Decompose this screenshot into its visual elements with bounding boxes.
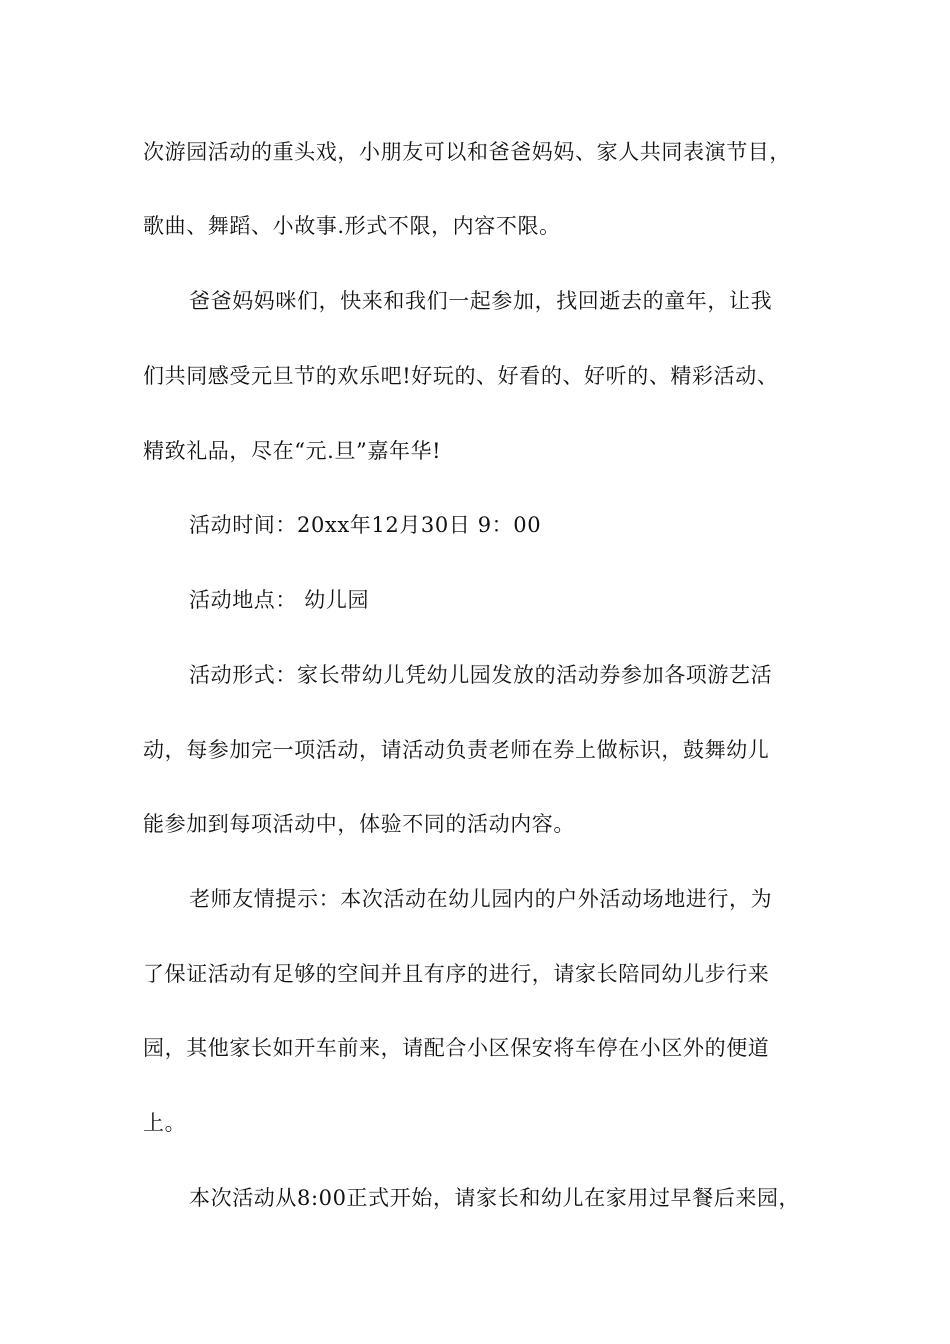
paragraph-line: 爸爸妈妈咪们，快来和我们一起参加，找回逝去的童年，让我 bbox=[189, 289, 773, 313]
paragraph-line: 歌曲、舞蹈、小故事.形式不限，内容不限。 bbox=[143, 214, 561, 238]
paragraph-line: 动，每参加完一项活动，请活动负责老师在券上做标识，鼓舞幼儿 bbox=[143, 738, 770, 762]
paragraph-line: 了保证活动有足够的空间并且有序的进行，请家长陪同幼儿步行来 bbox=[143, 962, 770, 986]
paragraph-line: 能参加到每项活动中，体验不同的活动内容。 bbox=[143, 812, 575, 836]
activity-time-line: 活动时间：20xx年12月30日 9：00 bbox=[189, 513, 542, 537]
paragraph-line: 本次活动从8:00正式开始，请家长和幼儿在家用过早餐后来园， bbox=[189, 1186, 801, 1210]
paragraph-line: 次游园活动的重头戏，小朋友可以和爸爸妈妈、家人共同表演节目， bbox=[143, 140, 791, 164]
paragraph-line: 们共同感受元旦节的欢乐吧!好玩的、好看的、好听的、精彩活动、 bbox=[143, 364, 779, 388]
paragraph-line: 精致礼品，尽在“元.旦”嘉年华! bbox=[143, 439, 442, 463]
paragraph-line: 老师友情提示：本次活动在幼儿园内的户外活动场地进行，为 bbox=[189, 887, 773, 911]
paragraph-line: 园，其他家长如开车前来，请配合小区保安将车停在小区外的便道 bbox=[143, 1036, 770, 1060]
activity-location-line: 活动地点： 幼儿园 bbox=[189, 588, 370, 612]
paragraph-line: 活动形式：家长带幼儿凭幼儿园发放的活动券参加各项游艺活 bbox=[189, 663, 773, 687]
paragraph-line: 上。 bbox=[143, 1111, 187, 1135]
